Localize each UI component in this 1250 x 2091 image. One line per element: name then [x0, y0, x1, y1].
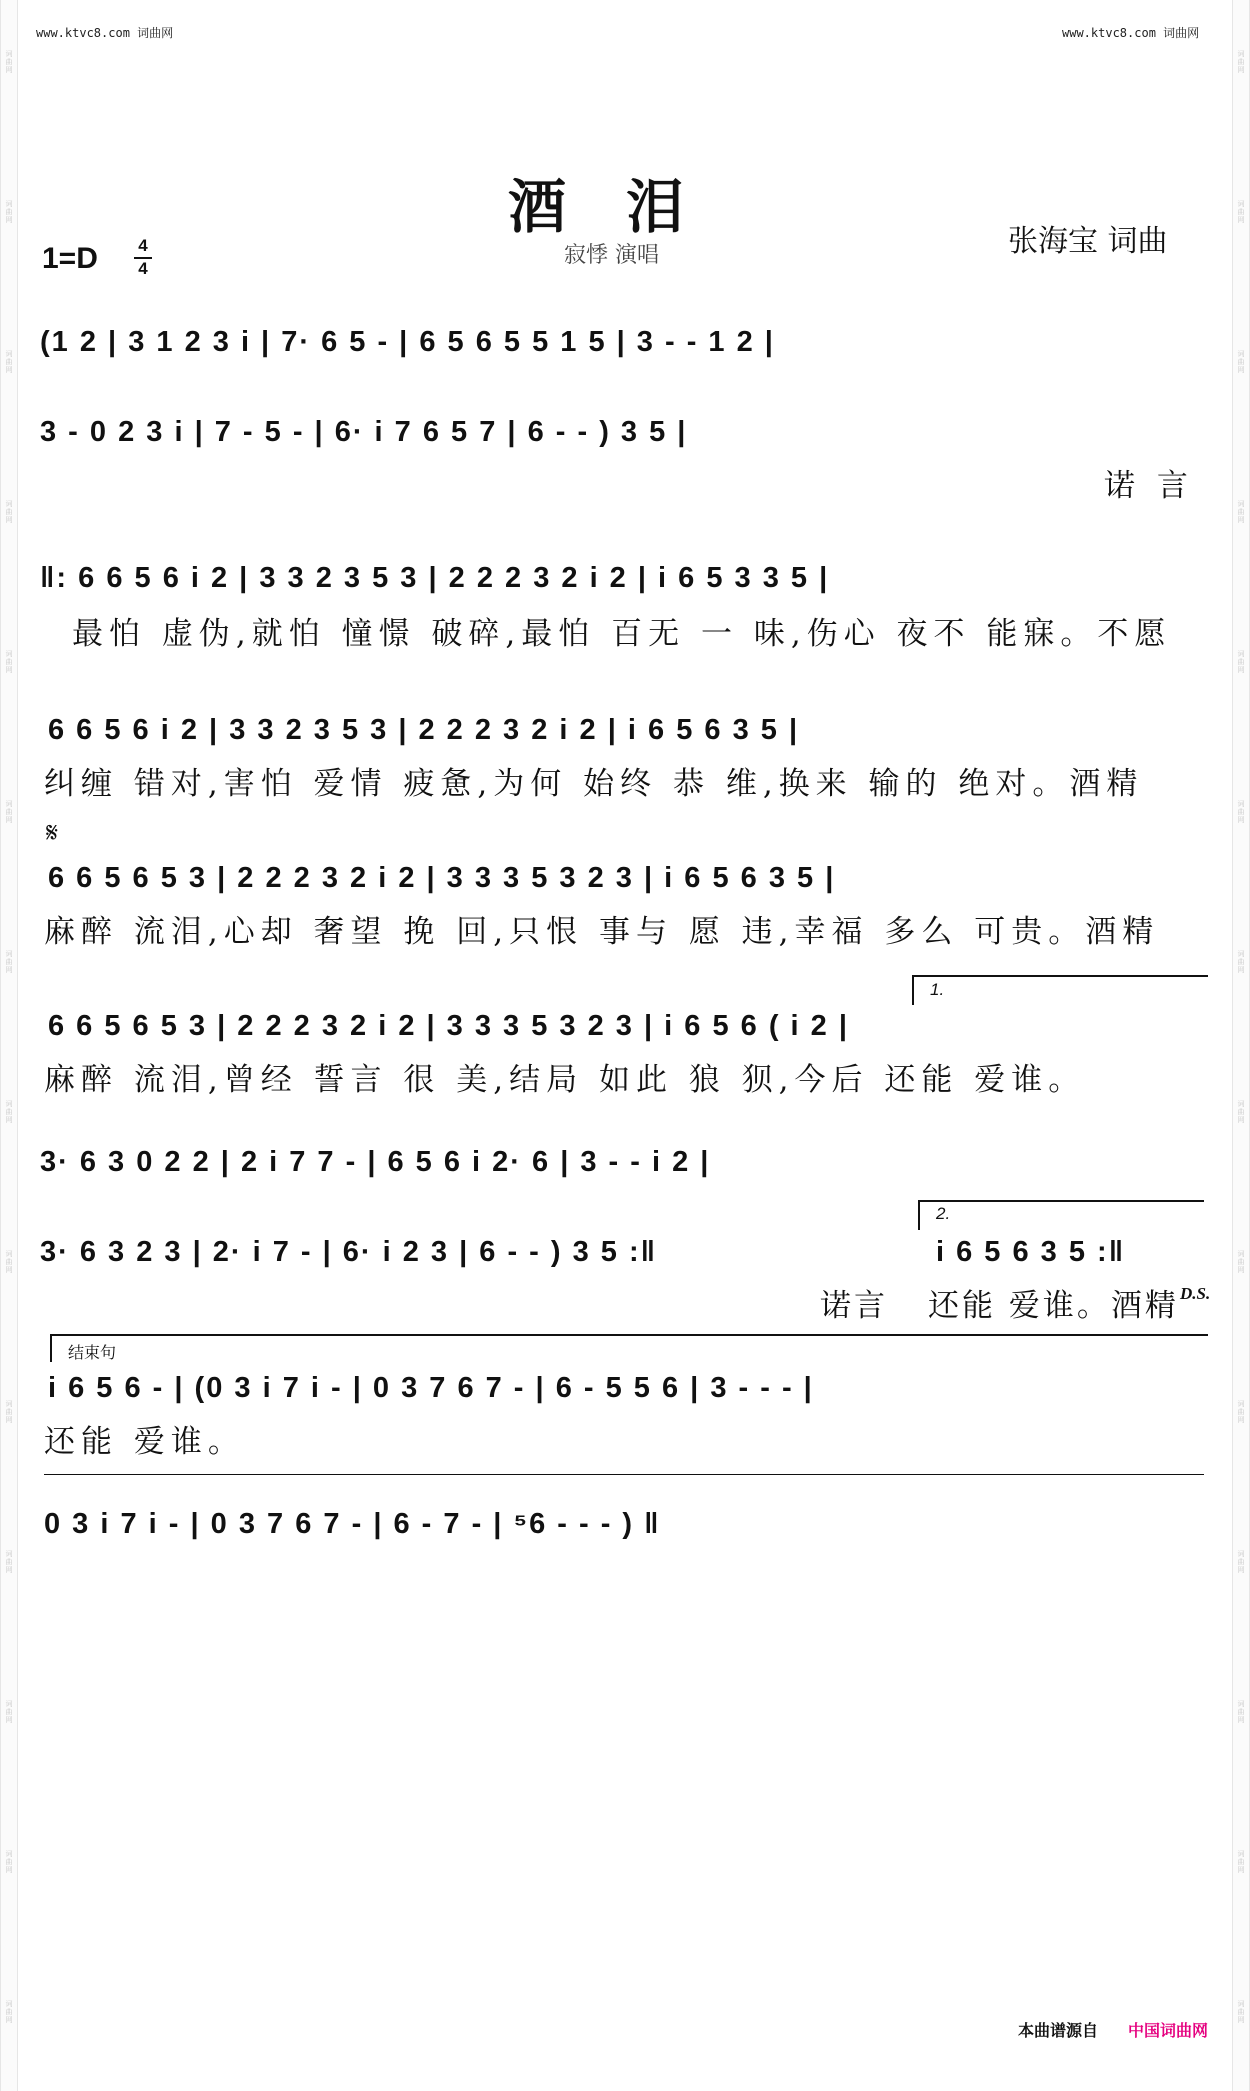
volta-1-label: 1. — [930, 980, 945, 999]
key-signature: 1=D — [42, 242, 98, 275]
side-watermark-mark: 词 曲 网 — [5, 1550, 13, 1574]
side-watermark-mark: 词 曲 网 — [1237, 1100, 1245, 1124]
time-signature-top: 4 — [138, 236, 148, 255]
coda-bracket — [50, 1334, 1208, 1336]
segno-sign: 𝄋 — [46, 816, 59, 849]
side-watermark-mark: 词 曲 网 — [5, 800, 13, 824]
lyric-row-9: 还能 爱谁。 — [44, 1424, 245, 1460]
side-watermark-mark: 词 曲 网 — [1237, 200, 1245, 224]
composer-credit: 张海宝 词曲 — [1008, 224, 1168, 259]
side-watermark-mark: 词 曲 网 — [1237, 2000, 1245, 2024]
score-row-5: 6 6 5 6 5 3 | 2 2 2 3 2 i 2 | 3 3 3 5 3 2 3 | i 6 5 6 3 5 | — [48, 862, 836, 894]
coda-bracket-left — [50, 1334, 52, 1362]
right-watermark-strip — [1232, 0, 1250, 2091]
side-watermark-mark: 词 曲 网 — [1237, 1850, 1245, 1874]
score-row-4: 6 6 5 6 i 2 | 3 3 2 3 5 3 | 2 2 2 3 2 i 2 | i 6 5 6 3 5 | — [48, 714, 800, 746]
volta-2-bracket-left — [918, 1200, 920, 1230]
volta-1-bracket — [912, 975, 1208, 977]
side-watermark-mark: 词 曲 网 — [5, 1400, 13, 1424]
lyric-row-4: 纠缠 错对,害怕 爱情 疲惫,为何 始终 恭 维,换来 输的 绝对。酒精 — [44, 766, 1144, 802]
site-url-right[interactable]: www.ktvc8.com 词曲网 — [1062, 26, 1200, 40]
side-watermark-mark: 词 曲 网 — [1237, 1550, 1245, 1574]
site-url-left[interactable]: www.ktvc8.com 词曲网 — [36, 26, 174, 40]
singer-credit: 寂悸 演唱 — [564, 243, 659, 268]
side-watermark-mark: 词 曲 网 — [5, 50, 13, 74]
side-watermark-mark: 词 曲 网 — [5, 1850, 13, 1874]
volta-1-bracket-left — [912, 975, 914, 1005]
lyric-row-8a: 诺言 — [820, 1288, 888, 1324]
lyric-row-8b: 还能 爱谁。酒精 — [928, 1288, 1179, 1324]
coda-label: 结束句 — [68, 1343, 117, 1362]
side-watermark-mark: 词 曲 网 — [1237, 500, 1245, 524]
score-row-9: i 6 5 6 - | (0 3 i 7 i - | 0 3 7 6 7 - | 6 - 5 5 6 | 3 - - - | — [48, 1372, 814, 1404]
score-row-8: 3· 6 3 2 3 | 2· i 7 - | 6· i 2 3 | 6 - - ) 3 5 :‖ — [40, 1236, 658, 1268]
side-watermark-mark: 词 曲 网 — [5, 350, 13, 374]
score-row-1: (1 2 | 3 1 2 3 i | 7· 6 5 - | 6 5 6 5 5 1 5 | 3 - - 1 2 | — [40, 326, 775, 358]
side-watermark-mark: 词 曲 网 — [5, 650, 13, 674]
volta-2-bracket — [918, 1200, 1204, 1202]
side-watermark-mark: 词 曲 网 — [1237, 1700, 1245, 1724]
final-row-rule — [44, 1474, 1204, 1475]
score-row-7: 3· 6 3 0 2 2 | 2 i 7 7 - | 6 5 6 i 2· 6 | 3 - - i 2 | — [40, 1146, 711, 1178]
volta-2-label: 2. — [936, 1204, 951, 1223]
side-watermark-mark: 词 曲 网 — [5, 200, 13, 224]
side-watermark-mark: 词 曲 网 — [1237, 1250, 1245, 1274]
side-watermark-mark: 词 曲 网 — [5, 1700, 13, 1724]
side-watermark-mark: 词 曲 网 — [5, 1100, 13, 1124]
side-watermark-mark: 词 曲 网 — [5, 1250, 13, 1274]
time-signature-bottom: 4 — [138, 259, 148, 278]
side-watermark-mark: 词 曲 网 — [1237, 800, 1245, 824]
score-row-3: ‖: 6 6 5 6 i 2 | 3 3 2 3 5 3 | 2 2 2 3 2 i 2 | i 6 5 3 3 5 | — [40, 562, 830, 594]
song-title: 酒泪 — [508, 173, 745, 241]
side-watermark-mark: 词 曲 网 — [1237, 650, 1245, 674]
dal-segno-mark: D.S. — [1180, 1284, 1211, 1303]
score-row-6: 6 6 5 6 5 3 | 2 2 2 3 2 i 2 | 3 3 3 5 3 2 3 | i 6 5 6 ( i 2 | — [48, 1010, 849, 1042]
score-row-8-volta: i 6 5 6 3 5 :‖ — [936, 1236, 1126, 1268]
side-watermark-mark: 词 曲 网 — [1237, 50, 1245, 74]
side-watermark-mark: 词 曲 网 — [5, 2000, 13, 2024]
score-row-2: 3 - 0 2 3 i | 7 - 5 - | 6· i 7 6 5 7 | 6 - - ) 3 5 | — [40, 416, 688, 448]
left-watermark-strip — [0, 0, 18, 2091]
score-row-10: 0 3 i 7 i - | 0 3 7 6 7 - | 6 - 7 - | ⁵6 - - - ) ‖ — [44, 1508, 661, 1540]
side-watermark-mark: 词 曲 网 — [1237, 350, 1245, 374]
lyric-row-6: 麻醉 流泪,曾经 誓言 很 美,结局 如此 狼 狈,今后 还能 爱谁。 — [44, 1062, 1086, 1098]
side-watermark-mark: 词 曲 网 — [1237, 1400, 1245, 1424]
side-watermark-mark: 词 曲 网 — [5, 500, 13, 524]
lyric-row-3: 最怕 虚伪,就怕 憧憬 破碎,最怕 百无 一 味,伤心 夜不 能寐。不愿 — [72, 616, 1172, 652]
lyric-row-2: 诺 言 — [1104, 468, 1194, 504]
footer-source-label: 本曲谱源自 — [1018, 2021, 1099, 2040]
side-watermark-mark: 词 曲 网 — [1237, 950, 1245, 974]
footer-source-brand[interactable]: 中国词曲网 — [1128, 2021, 1209, 2040]
lyric-row-5: 麻醉 流泪,心却 奢望 挽 回,只恨 事与 愿 违,幸福 多么 可贵。酒精 — [44, 914, 1160, 950]
side-watermark-mark: 词 曲 网 — [5, 950, 13, 974]
